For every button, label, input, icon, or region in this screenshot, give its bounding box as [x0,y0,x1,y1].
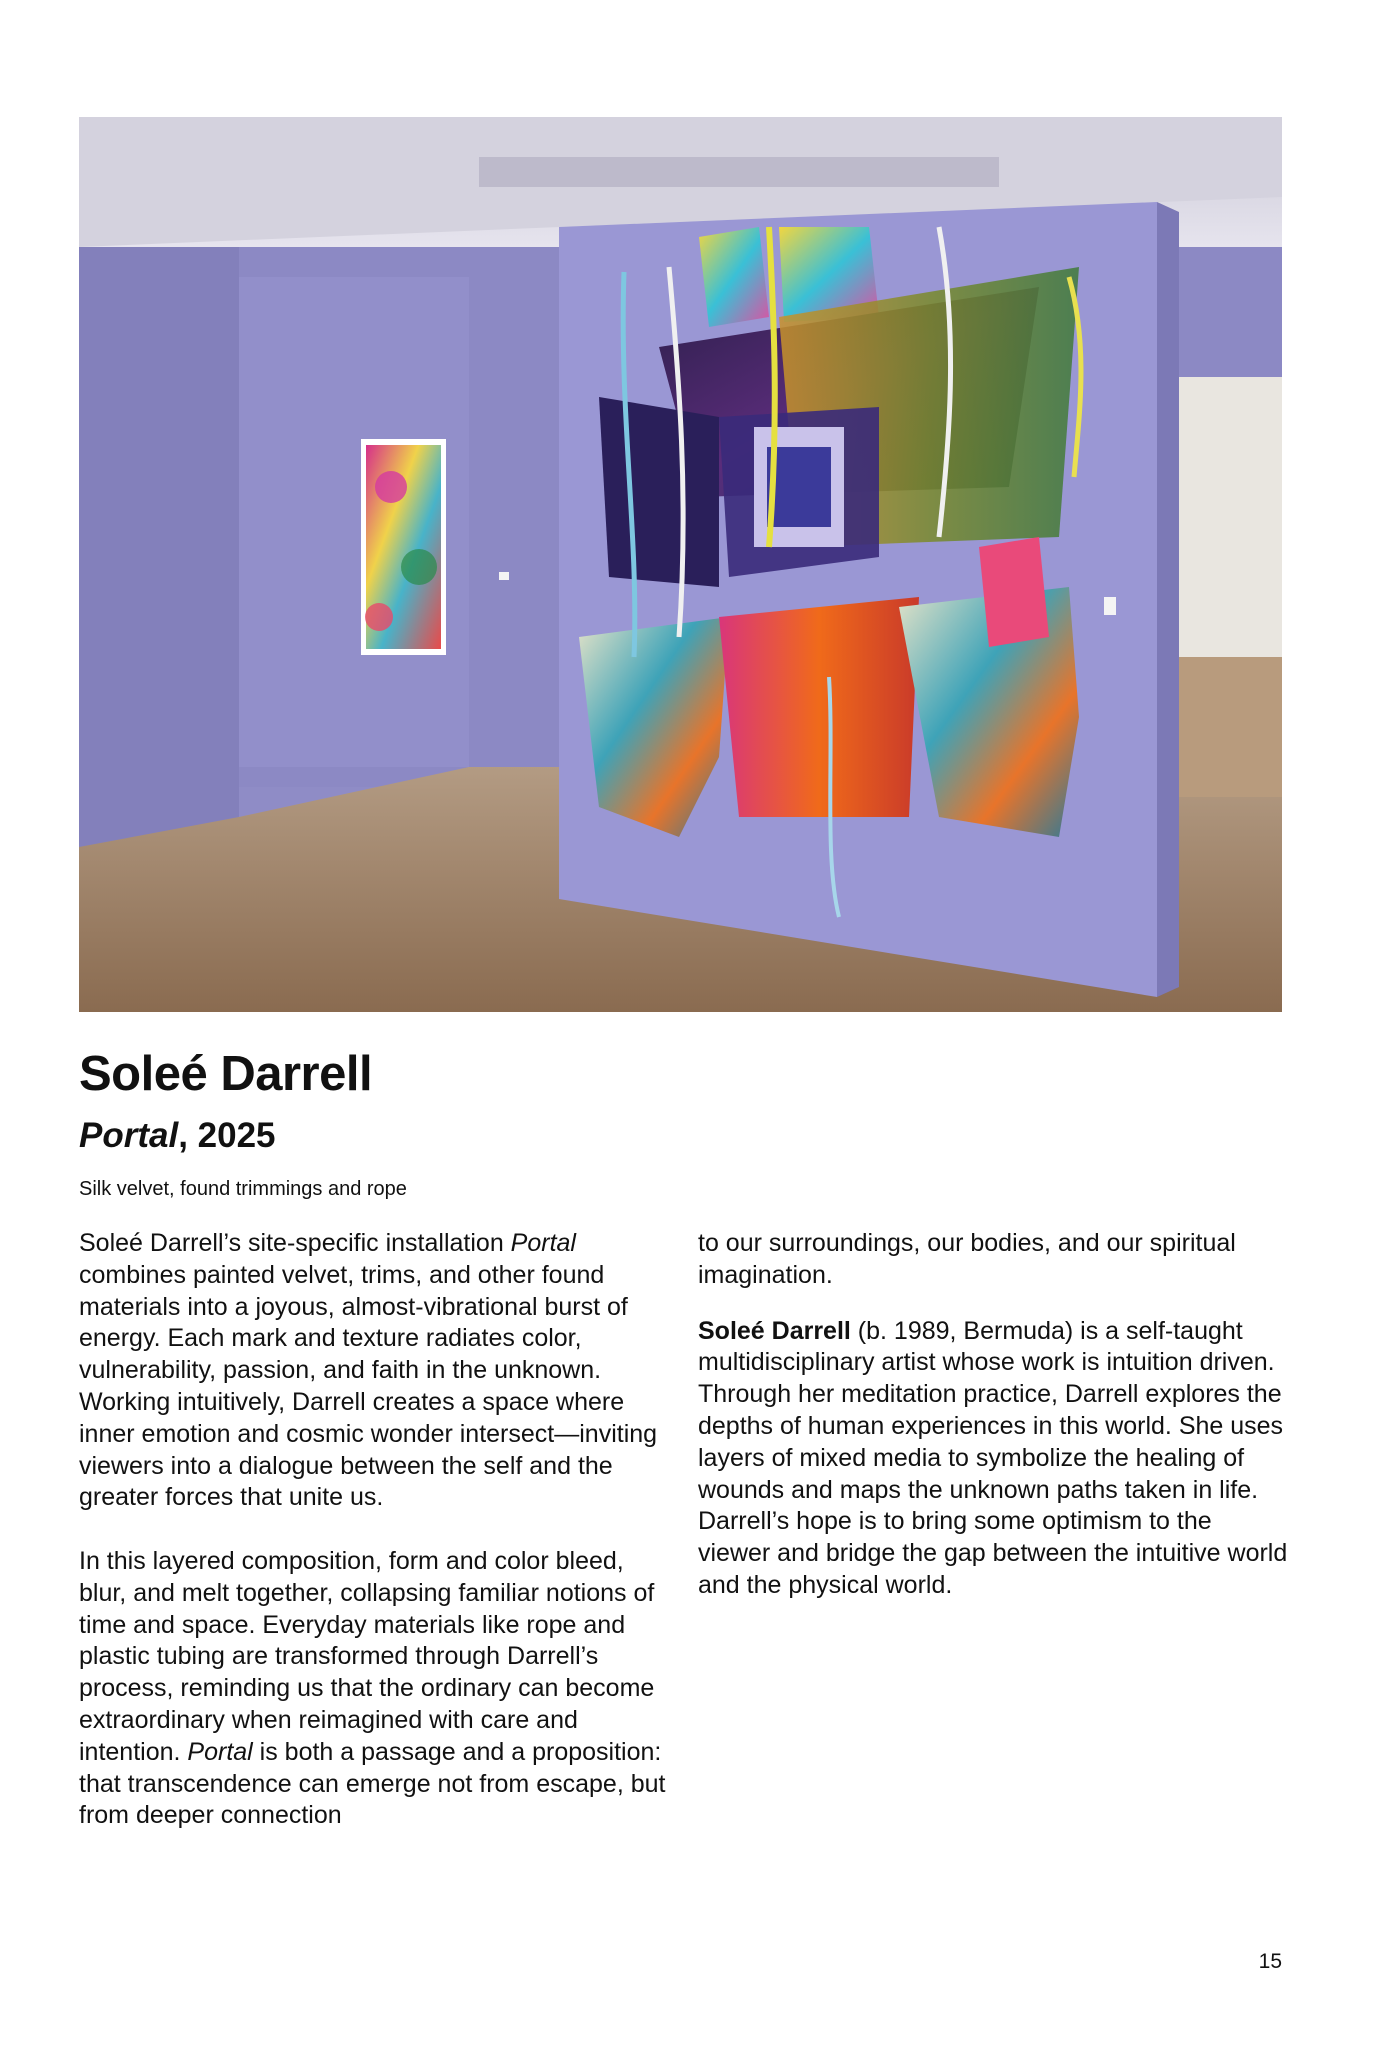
body-column-left [79,1228,669,1832]
artwork-medium: Silk velvet, found trimmings and rope [79,1178,407,1200]
paragraph-intro [79,1228,669,1514]
artist-name: Soleé Darrell [79,1047,373,1101]
artwork-year: , 2025 [178,1116,276,1155]
biography-text: (b. 1989, Bermuda) is a self-taught multidisciplinary artist whose work is intuition driven. Through her meditation practice, Darrell explores the depths of human experiences in this world. She uses layers of mixed media to symbolize the healing of wounds and maps the unknown paths taken in life. Darrell’s hope is to bring some optimism to the viewer and bridge the gap between the intuitive world and the physical world. [698,1316,1288,1599]
paragraph-composition-text-b: is both a passage and a proposition: that transcendence can emerge not from escape, but from deeper connection [79,1737,666,1830]
paragraph-intro-text-a: Soleé Darrell’s site-specific installation [79,1229,511,1257]
artwork-title-italic: Portal [79,1116,179,1155]
paragraph-intro-text-b: combines painted velvet, trims, and other found materials into a joyous, almost-vibrational burst of energy. Each mark and texture radiates color, vulnerability, passion, and faith in the unknown. Working intuitively, Darrell creates a space where inner emotion and cosmic wonder intersect—inviting viewers into a dialogue between the self and the greater forces that unite us. [79,1260,658,1512]
paragraph-biography [698,1316,1288,1602]
biography-artist-name: Soleé Darrell [698,1316,851,1345]
paragraph-composition-text-a: In this layered composition, form and color bleed, blur, and melt together, collapsing familiar notions of time and space. Everyday materials like rope and plastic tubing are transformed through Darrell’s process, reminding us that the ordinary can become extraordinary when reimagined with care and intention. [79,1546,655,1766]
gallery-scene-image [79,117,1282,1012]
paragraph-composition [79,1546,669,1832]
paragraph-continued: to our surroundings, our bodies, and our spiritual imagination. [698,1229,1236,1289]
paragraph-intro-italic: Portal [510,1229,576,1257]
body-column-right [698,1228,1288,1602]
page-number: 15 [1258,1950,1282,1973]
artwork-title [79,1117,276,1156]
installation-photo [79,117,1282,1012]
paragraph-composition-italic: Portal [187,1737,253,1766]
